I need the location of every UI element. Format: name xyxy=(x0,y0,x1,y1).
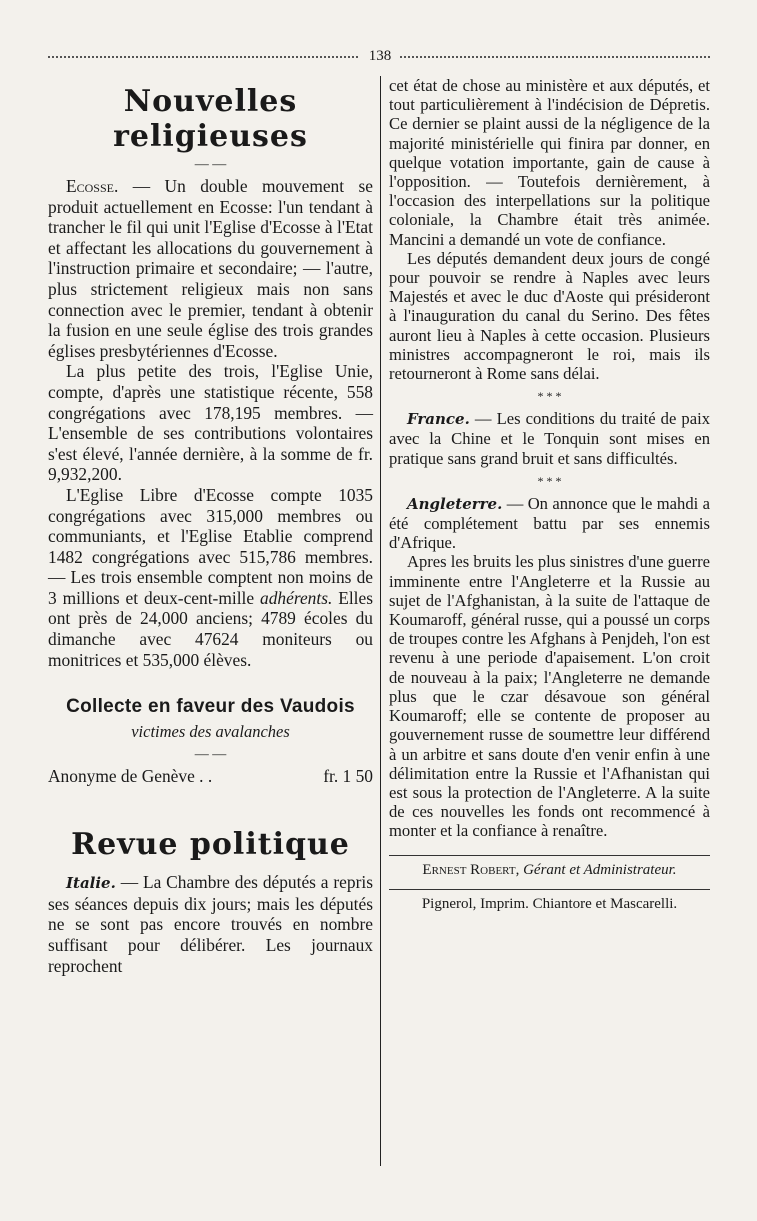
section-stars-1: * * * xyxy=(537,389,562,404)
eglise-libre-text-a: L'Eglise Libre d'Ecosse compte 1035 congrégations avec 315,000 membres ou communiants, et l'Eglise Etablie comprend 1482 congrégations avec 515,786 membres. — Les trois ensemble comptent non moins de 3 millions et deux-cent-mille xyxy=(48,484,373,608)
afghanistan-paragraph: Apres les bruits les plus sinistres d'une guerre imminente entre l'Angleterre et la Russie au sujet de l'Afghanistan, à la suite de l'attaque de Koumaroff, général russe, qui a poussé un corps de troupes contre les Afghans à Penjdeh, l'on est revenu à une periode d'apaisement. L'on croit de nouveau à la paix; l'Angleterre ne demande plus que le czar désavoue son général Koumaroff; elle se contente de proposer au gouvernement russe de soumettre leur différend à un arbitre et sans doute d'en venir enfin à une délimitation entre la Russie et l'Afhanistan qui est sous la protection de l'Angleterre. A la suite de ces nouvelles les fonds ont recommencé à monter et la confiance à renaître. xyxy=(389,552,711,841)
donation-amount: fr. 1 50 xyxy=(323,766,373,787)
france-paragraph xyxy=(389,409,710,468)
eglise-unie-paragraph: La plus petite des trois, l'Eglise Unie, compte, d'après une statistique récente, 558 congrégations avec 178,195 membres. — L'ensemble de ses contributions volontaires s'est élevé, l'année dernière, à la somme de fr. 9,932,200. xyxy=(48,361,373,485)
gerant-name: Ernest Robert, xyxy=(422,861,520,878)
page-header xyxy=(48,50,710,66)
france-text: — Les conditions du traité de paix avec la Chine et le Tonquin sont mises en pratique sans grand bruit et sans difficultés. xyxy=(389,409,710,468)
gerant-role: Gérant et Administrateur. xyxy=(519,861,677,878)
religious-news-heading: Nouvelles religieuses xyxy=(113,84,308,154)
collecte-subtitle: victimes des avalanches xyxy=(131,722,290,742)
angleterre-paragraph xyxy=(389,494,710,553)
france-lead: France. xyxy=(407,410,470,429)
page-number: 138 xyxy=(368,48,392,64)
collecte-dash: — — xyxy=(194,747,227,763)
right-column xyxy=(389,76,710,913)
angleterre-text: — On annonce que le mahdi a été complétement battu par ses ennemis d'Afrique. xyxy=(389,493,710,553)
donation-row xyxy=(48,766,373,787)
angleterre-lead: Angleterre. xyxy=(407,494,503,513)
italie-text: — La Chambre des députés a repris ses séances depuis dix jours; mais les députés ne se sont pas encore trouvés en nombre suffisant pour délibérer. Les journaux reprochent xyxy=(48,872,373,976)
ecosse-text: — Un double mouvement se produit actuellement en Ecosse: l'un tendant à trancher le fil qui unit l'Eglise d'Ecosse à l'Etat et affectant les allocations du gouvernement à l'instruction primaire et secondaire; — l'autre, plus strictement religieux mais non sans connection avec le premier, tendant à obtenir la fusion en une seule église des trois grandes églises presbytériennes d'Ecosse. xyxy=(48,176,373,361)
header-ornament-right xyxy=(400,56,710,62)
left-column xyxy=(48,76,373,976)
section-stars-2: * * * xyxy=(537,473,562,488)
gerant-line xyxy=(389,855,710,879)
italie-lead: Italie. xyxy=(66,874,116,893)
ecosse-paragraph xyxy=(48,176,373,361)
header-ornament-left xyxy=(48,56,358,62)
ecosse-lead: Ecosse. xyxy=(66,176,119,196)
political-review-heading: Revue politique xyxy=(71,827,350,863)
eglise-libre-text-b: Elles ont près de 24,000 anciens; 4789 écoles du dimanche avec 47624 moniteurs ou monitrices et 535,000 élèves. xyxy=(48,587,373,670)
adherents-emphasis: adhérents. xyxy=(260,587,333,608)
collecte-title: Collecte en faveur des Vaudois xyxy=(66,696,355,718)
printer-line: Pignerol, Imprim. Chiantore et Mascarelli. xyxy=(389,889,710,913)
donor-name: Anonyme de Genève . . xyxy=(48,766,213,787)
heading-dash: — — xyxy=(194,157,227,172)
naples-paragraph: Les députés demandent deux jours de congé pour pouvoir se rendre à Naples avec leurs Majestés et avec le duc d'Aoste qui présideront à l'inauguration du canal du Serino. Des fêtes auront lieu à Naples à cette occasion. Plusieurs ministres accompagneront le roi, mais ils retourneront à Rome sans délai. xyxy=(389,248,710,384)
eglise-libre-paragraph xyxy=(48,485,373,670)
italie-paragraph xyxy=(48,872,373,976)
column-divider xyxy=(380,76,381,1166)
italie-continued-paragraph: cet état de chose au ministère et aux députés, et tout particulièrement à l'indécision de Dépretis. Ce dernier se plaint aussi de la négligence de la majorité ministérielle qui finira par donner, en quelque votation importante, gain de cause à l'opposition. — Toutefois dernièrement, à l'occasion des interpellations sur la politique coloniale, la Chambre était très animée. Mancini a demandé un vote de confiance. xyxy=(389,76,710,249)
